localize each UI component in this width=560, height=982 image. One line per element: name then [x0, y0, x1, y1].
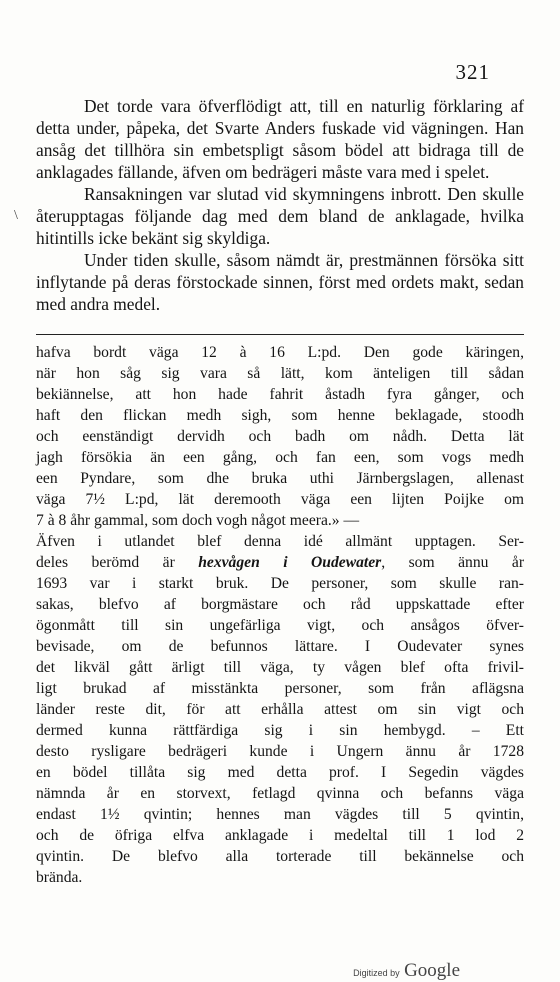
paragraph-2: Ransakningen var slutad vid skymningens inbrott. Den skulle återupptagas följande dag med dem bland de anklagade, hvilka hitintills icke bekänt sig skyldiga. — [36, 184, 524, 248]
digitized-by-google — [353, 960, 460, 982]
footnote-line: dermed kunna rättfärdiga sig i sin hembygd. – Ett — [36, 722, 524, 739]
footnote-line: det likväl gått ärligt till väga, ty vågen blef ofta frivil- — [36, 659, 524, 676]
footnote-line: väga 7½ L:pd, lät deremooth väga een lijten Poijke om — [36, 491, 524, 508]
footnote-line: 7 à 8 åhr gammal, som doch vogh något meera.» — — [36, 512, 360, 529]
footnote-line: 1693 var i starkt bruk. De personer, som skulle ran- — [36, 575, 524, 592]
footnote-line: och eenständigt dervidh och badh om nådh. Detta lät — [36, 428, 524, 445]
footnote-line: deles berömd är hexvågen i Oudewater, som ännu år — [36, 554, 525, 571]
footnote-line: een Pyndare, som dhe bruka uthi Järnbergslagen, allenast — [36, 470, 524, 487]
footnote-line: en bödel tillåta sig med detta prof. I Segedin vägdes — [36, 764, 524, 781]
paragraph-3: Under tiden skulle, såsom nämdt är, prestmännen försöka sitt inflytande på deras förstockade sinnen, först med ordets makt, sedan med andra medel. — [36, 250, 524, 314]
footnote-line: sakas, blefvo af borgmästare och råd uppskattade efter — [36, 596, 524, 613]
paragraph-1: Det torde vara öfverflödigt att, till en naturlig förklaring af detta under, påpeka, det Svarte Anders fuskade vid vägningen. Han ansåg det tillhöra sin embetspligt såsom bödel att bidraga till de anklagades fällande, äfven om bedrägeri måste vara med i spelet. — [36, 96, 524, 182]
margin-mark: \ — [14, 208, 18, 223]
footnote-line: nämnda år en storvext, fetlagd qvinna och befanns väga — [36, 785, 524, 802]
footnote-line: bevisade, om de befunnos lättare. I Oudevater synes — [36, 638, 524, 655]
footnote-line: endast 1½ qvintin; hennes man vägdes till 5 qvintin, — [36, 806, 524, 823]
google-logo: Google — [404, 960, 460, 981]
footnote-line: hafva bordt väga 12 à 16 L:pd. Den gode käringen, — [36, 344, 524, 361]
footnote-line: länder reste dit, för att erhålla attest om sin vigt och — [36, 701, 524, 718]
main-text — [36, 95, 524, 315]
footnote-line: jagh försökia än een gång, och fan een, som vogs medh — [36, 449, 524, 466]
footnote-line: haft den flickan medh sigh, som henne beklagade, stoodh — [36, 407, 524, 424]
italic-phrase: hexvågen i Oudewater — [198, 554, 382, 571]
footnote-line: Äfven i utlandet blef denna idé allmänt upptagen. Ser- — [36, 533, 524, 550]
footnote-line: brända. — [36, 869, 83, 886]
footnote — [36, 342, 524, 888]
footnote-line: och de öfriga elfva anklagade i medeltal till 1 lod 2 — [36, 827, 524, 844]
footnote-line: qvintin. De blefvo alla torterade till bekännelse och — [36, 848, 524, 865]
footnote-line: desto rysligare bedrägeri kunde i Ungern ännu år 1728 — [36, 743, 524, 760]
footnote-divider — [36, 334, 524, 335]
footnote-line: ligt brukad af misstänkta personer, som från aflägsna — [36, 680, 524, 697]
page-number: 321 — [455, 60, 490, 84]
footnote-line: bekiännelse, att hon hade fahrit åstadh fyra gånger, och — [36, 386, 524, 403]
digitized-by-label: Digitized by — [353, 968, 400, 978]
footnote-line: när hon såg sig vara så lätt, kom änteligen till sådan — [36, 365, 524, 382]
footnote-line: ögonmått till sin ungefärliga vigt, och ansågos öfver- — [36, 617, 524, 634]
